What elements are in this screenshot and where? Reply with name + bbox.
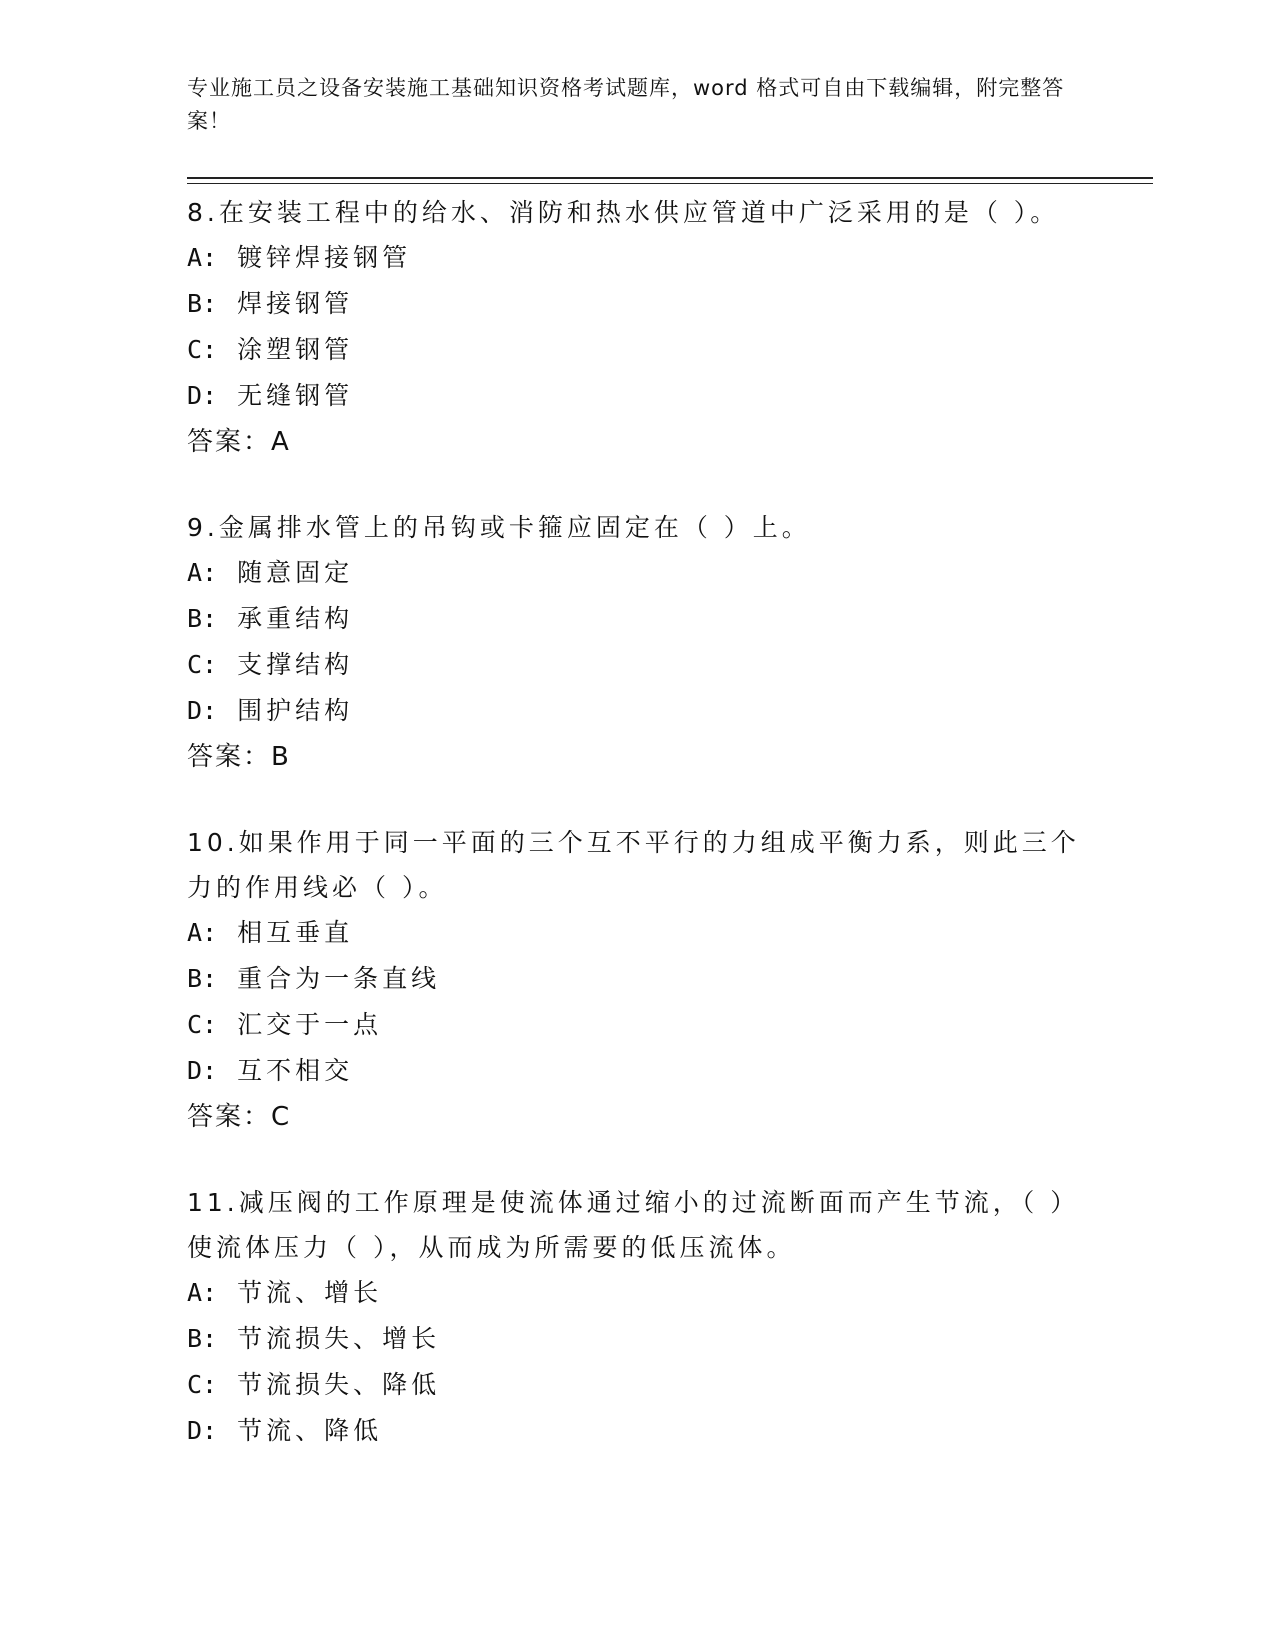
option-key: D: (187, 1416, 218, 1445)
option-key: D: (187, 696, 218, 725)
option-a (187, 1270, 1107, 1316)
option-key: C: (187, 1370, 218, 1399)
option-key: B: (187, 604, 218, 633)
option-a (187, 550, 1107, 596)
option-text: 焊接钢管 (237, 289, 354, 318)
option-text: 承重结构 (237, 604, 354, 633)
question-list (187, 190, 1107, 1494)
question-8 (187, 190, 1107, 465)
option-text: 节流、增长 (237, 1278, 383, 1307)
option-text: 节流损失、增长 (237, 1324, 441, 1353)
option-key: B: (187, 1324, 218, 1353)
option-key: C: (187, 650, 218, 679)
header-divider-thin (187, 183, 1153, 184)
answer-line: 答案：A (187, 427, 291, 457)
option-key: D: (187, 381, 218, 410)
option-key: A: (187, 918, 218, 947)
option-b (187, 281, 1107, 327)
question-stem: 9.金属排水管上的吊钩或卡箍应固定在（ ）上。 (187, 513, 811, 542)
option-b (187, 596, 1107, 642)
answer-line: 答案：B (187, 742, 291, 772)
option-text: 支撑结构 (237, 650, 354, 679)
question-11 (187, 1180, 1107, 1454)
question-stem: 11.减压阀的工作原理是使流体通过缩小的过流断面而产生节流，（ ）使流体压力（ ），从而成为所需要的低压流体。 (187, 1188, 1080, 1262)
option-text: 镀锌焊接钢管 (237, 243, 412, 272)
option-key: A: (187, 243, 218, 272)
option-text: 重合为一条直线 (237, 964, 441, 993)
option-text: 节流、降低 (237, 1416, 383, 1445)
option-key: B: (187, 964, 218, 993)
option-text: 随意固定 (237, 558, 354, 587)
option-key: D: (187, 1056, 218, 1085)
option-b (187, 956, 1107, 1002)
option-key: A: (187, 1278, 218, 1307)
option-key: C: (187, 335, 218, 364)
option-d (187, 1048, 1107, 1094)
question-stem: 10.如果作用于同一平面的三个互不平行的力组成平衡力系，则此三个力的作用线必（ ）。 (187, 828, 1080, 902)
header-divider-thick (187, 177, 1153, 179)
option-d (187, 1408, 1107, 1454)
question-9 (187, 505, 1107, 780)
option-c (187, 327, 1107, 373)
document-header: 专业施工员之设备安装施工基础知识资格考试题库，word 格式可自由下载编辑，附完整答案！ (187, 76, 1065, 133)
option-a (187, 235, 1107, 281)
option-text: 涂塑钢管 (237, 335, 354, 364)
option-text: 无缝钢管 (237, 381, 354, 410)
option-d (187, 373, 1107, 419)
option-a (187, 910, 1107, 956)
question-stem: 8.在安装工程中的给水、消防和热水供应管道中广泛采用的是（ ）。 (187, 198, 1060, 227)
question-10 (187, 820, 1107, 1140)
option-text: 互不相交 (237, 1056, 354, 1085)
option-text: 节流损失、降低 (237, 1370, 441, 1399)
option-b (187, 1316, 1107, 1362)
option-d (187, 688, 1107, 734)
option-text: 相互垂直 (237, 918, 354, 947)
option-key: B: (187, 289, 218, 318)
option-c (187, 642, 1107, 688)
option-text: 围护结构 (237, 696, 354, 725)
option-key: A: (187, 558, 218, 587)
option-text: 汇交于一点 (237, 1010, 383, 1039)
option-c (187, 1362, 1107, 1408)
answer-line: 答案：C (187, 1102, 292, 1132)
option-c (187, 1002, 1107, 1048)
option-key: C: (187, 1010, 218, 1039)
